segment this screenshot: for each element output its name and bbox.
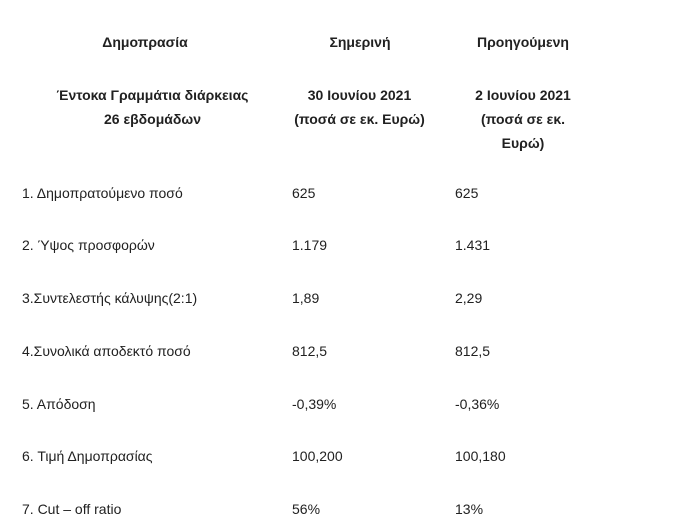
row-today-value: 100,200 xyxy=(292,448,343,464)
row-today-value: 1.179 xyxy=(292,237,328,253)
row-previous-value: 13% xyxy=(455,501,484,517)
row-previous-value: -0,36% xyxy=(455,396,500,412)
header-instrument xyxy=(40,83,265,131)
row-previous-value: 812,5 xyxy=(455,343,491,359)
row-previous-value: 2,29 xyxy=(455,290,483,306)
row-label: 3.Συντελεστής κάλυψης(2:1) xyxy=(22,290,198,306)
row-label: 7. Cut – off ratio xyxy=(22,501,122,517)
header-today-date-line1: 30 Ιουνίου 2021 xyxy=(307,87,412,103)
header-today: Σημερινή xyxy=(329,34,391,50)
header-instrument-line2: 26 εβδομάδων xyxy=(104,111,201,127)
header-instrument-line1: Έντοκα Γραμμάτια διάρκειας xyxy=(56,87,249,103)
header-previous-date xyxy=(448,83,598,155)
header-previous: Προηγούμενη xyxy=(477,34,569,50)
header-previous-date-line1: 2 Ιουνίου 2021 xyxy=(475,87,571,103)
row-label: 2. Ύψος προσφορών xyxy=(22,237,155,253)
row-today-value: 1,89 xyxy=(292,290,320,306)
row-previous-value: 625 xyxy=(455,185,479,201)
row-previous-value: 100,180 xyxy=(455,448,506,464)
header-previous-date-line2: (ποσά σε εκ. xyxy=(480,111,566,127)
row-today-value: 812,5 xyxy=(292,343,328,359)
header-auction: Δημοπρασία xyxy=(102,34,188,50)
row-today-value: 625 xyxy=(292,185,316,201)
row-label: 6. Τιμή Δημοπρασίας xyxy=(22,448,153,464)
header-today-date-line2: (ποσά σε εκ. Ευρώ) xyxy=(294,111,425,127)
row-today-value: 56% xyxy=(292,501,321,517)
row-label: 1. Δημοπρατούμενο ποσό xyxy=(22,185,183,201)
row-label: 4.Συνολικά αποδεκτό ποσό xyxy=(22,343,191,359)
header-previous-date-line3: Ευρώ) xyxy=(501,135,545,151)
row-previous-value: 1.431 xyxy=(455,237,491,253)
header-today-date xyxy=(282,83,437,131)
row-label: 5. Απόδοση xyxy=(22,396,96,412)
row-today-value: -0,39% xyxy=(292,396,337,412)
